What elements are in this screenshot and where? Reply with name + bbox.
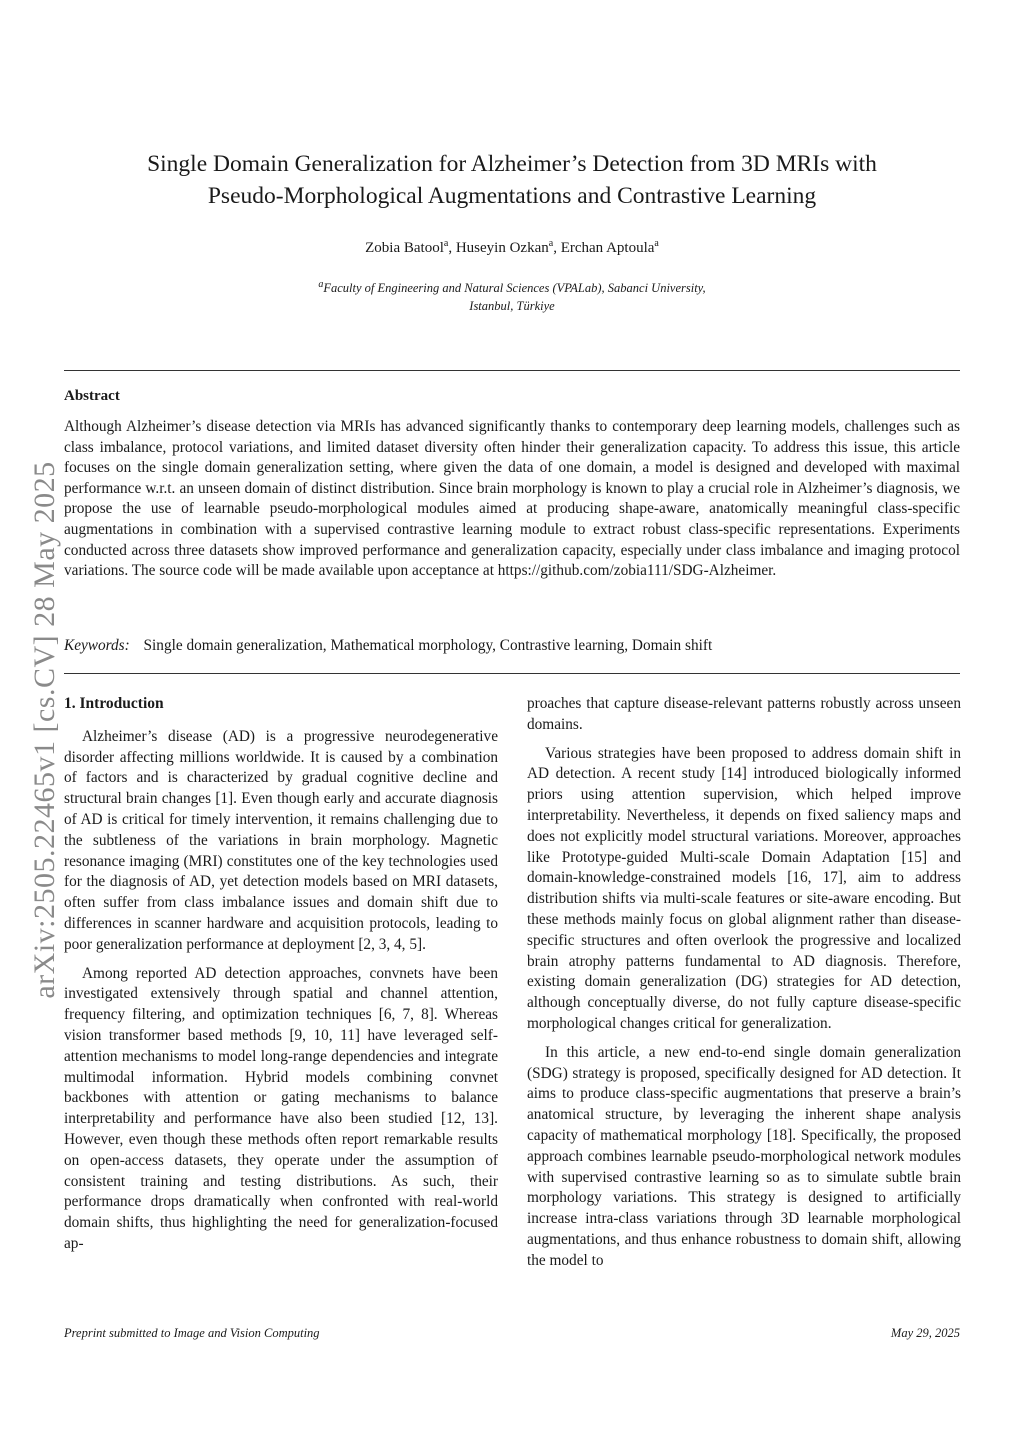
- paper-title: [64, 148, 960, 212]
- arxiv-identifier: arXiv:2505.22465v1 [cs.CV] 28 May 2025: [28, 461, 61, 999]
- affiliation: [64, 276, 960, 315]
- affiliation-mark: a: [318, 279, 324, 290]
- abstract-text: Although Alzheimer’s disease detection via MRIs has advanced significantly thanks to contemporary deep learning models, challenges such as class imbalance, protocol variations, and limited dataset diversity often hinder their generalization capacity. To address this issue, this article focuses on the single domain generalization setting, where given the data of one domain, a model is designed and developed with maximal performance w.r.t. an unseen domain of distinct distribution. Since brain morphology is known to play a crucial role in Alzheimer’s diagnosis, we propose the use of learnable pseudo-morphological modules aimed at producing shape-aware, anatomically meaningful class-specific augmentations in combination with a supervised contrastive learning module to extract robust class-specific representations. Experiments conducted across three datasets show improved performance and generalization capacity, especially under class imbalance and imaging protocol variations. The source code will be made available upon acceptance at https://github.com/zobia111/SDG-Alzheimer.: [64, 418, 960, 580]
- paragraph: Various strategies have been proposed to address domain shift in AD detection. A recent study [14] introduced biologically informed priors using attention supervision, which helped improve interpretability. Nevertheless, it depends on fixed saliency maps and does not explicitly model structural variations. Moreover, approaches like Prototype-guided Multi-scale Domain Adaptation [15] and domain-knowledge-constrained models [16, 17], aim to address distribution shifts via multi-scale features or site-aware encoding. But these methods mainly focus on global alignment rather than disease-specific structures and often overlook the progressive and localized brain atrophy patterns fundamental to AD diagnosis. Therefore, existing domain generalization (DG) strategies for AD detection, although conceptually diverse, do not fully capture disease-specific morphological changes critical for generalization.: [527, 744, 961, 1032]
- affiliation-line-2: Istanbul, Türkiye: [469, 299, 555, 314]
- paragraph: proaches that capture disease-relevant patterns robustly across unseen domains.: [527, 695, 961, 733]
- author-name: Zobia Batool: [365, 240, 444, 256]
- footer-journal: Preprint submitted to Image and Vision Computing: [64, 1326, 320, 1340]
- bottom-rule: [64, 673, 960, 674]
- abstract-heading: Abstract: [64, 388, 120, 404]
- paragraph: Alzheimer’s disease (AD) is a progressive neurodegenerative disorder affecting millions worldwide. It is caused by a combination of factors and is characterized by gradual cognitive decline and structural brain changes [1]. Even though early and accurate diagnosis of AD is critical for timely intervention, it remains challenging due to the subtleness of the variations in brain morphology. Magnetic resonance imaging (MRI) constitutes one of the key technologies used for the diagnosis of AD, yet detection models based on MRI datasets, often suffer from class imbalance issues and domain shift due to differences in scanner hardware and acquisition protocols, leading to poor generalization performance at deployment [2, 3, 4, 5].: [64, 727, 498, 953]
- author-name: Huseyin Ozkan: [455, 240, 549, 256]
- keywords-text: Single domain generalization, Mathematical morphology, Contrastive learning, Domain shift: [143, 637, 713, 654]
- footer-date: May 29, 2025: [890, 1326, 960, 1340]
- section-heading-introduction: 1. Introduction: [64, 695, 164, 712]
- affiliation-line-1: Faculty of Engineering and Natural Sciences (VPALab), Sabanci University,: [323, 281, 706, 296]
- author-affil-mark: a: [443, 238, 449, 249]
- paragraph: In this article, a new end-to-end single domain generalization (SDG) strategy is proposed, specifically designed for AD detection. It aims to produce class-specific augmentations that preserve a brain’s anatomical structure, by leveraging the inherent shape analysis capacity of mathematical morphology [18]. Specifically, the proposed approach combines learnable pseudo-morphological network modules with supervised contrastive learning so as to simulate subtle brain morphology variations. This strategy is designed to artificially increase intra-class variations through 3D learnable morphological augmentations, and thus enhance robustness to domain shift, allowing the model to: [527, 1043, 961, 1269]
- author-name: Erchan Aptoula: [560, 240, 655, 256]
- paragraph: Among reported AD detection approaches, convnets have been investigated extensively through spatial and channel attention, frequency filtering, and optimization techniques [6, 7, 8]. Whereas vision transformer based methods [9, 10, 11] have leveraged self-attention mechanisms to model long-range dependencies and integrate multimodal information. Hybrid models combining convnet backbones with attention or gating mechanisms to balance interpretability and performance have also been studied [12, 13]. However, even though these methods often report remarkable results on open-access datasets, they operate under the assumption of consistent training and testing distributions. As such, their performance drops dramatically when confronted with real-world domain shifts, thus highlighting the need for generalization-focused ap-: [64, 964, 498, 1252]
- author-affil-mark: a: [548, 238, 554, 249]
- keywords: [64, 637, 960, 655]
- left-column: [64, 694, 498, 1263]
- top-rule: [64, 370, 960, 371]
- keywords-label: Keywords:: [64, 637, 130, 654]
- title-line-2: Pseudo-Morphological Augmentations and Contrastive Learning: [207, 183, 817, 209]
- right-column: [527, 694, 961, 1280]
- author-affil-mark: a: [654, 238, 659, 249]
- title-line-1: Single Domain Generalization for Alzheimer’s Detection from 3D MRIs with: [147, 151, 877, 177]
- author-list: Zobia Batool$^a$, Huseyin Ozkan$^a$, Erchan Aptoula$^a$: [365, 238, 659, 256]
